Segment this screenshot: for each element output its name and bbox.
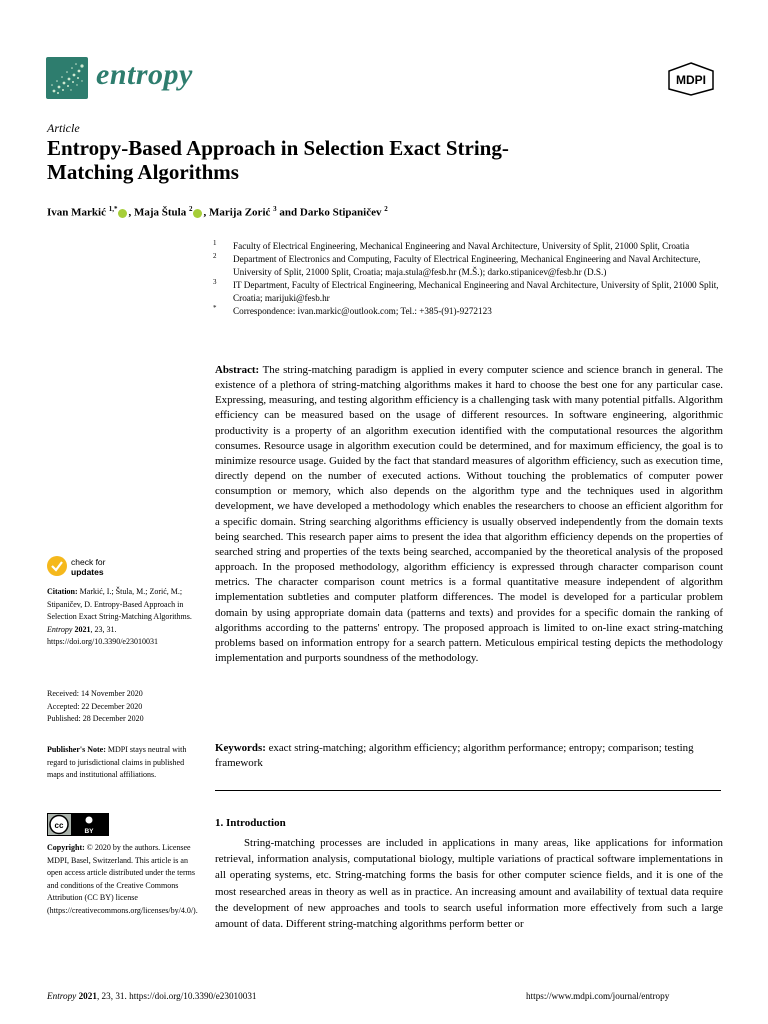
journal-name: entropy bbox=[96, 58, 193, 91]
section-body: String-matching processes are included in applications in many areas, like applications for information retrieval, information analysis, computational biology, multiple variations of practical software implementations in all operating systems, etc. String-matching forms the basis for other computer science fields, and it is one of the most researched areas in theory as well as in practice. An increasing amount and availability of textual data require the development of new approaches and tools to search useful information more effectively from such a large amount of data. Different string-matching algorithms perform better or bbox=[215, 837, 723, 931]
publisher-name: MDPI bbox=[676, 73, 706, 87]
license-badge-text: BY bbox=[84, 828, 94, 835]
author-name: Maja Štula bbox=[133, 206, 187, 219]
publisher-note: Publisher's Note: MDPI stays neutral with regard to jurisdictional claims in published maps and institutional affiliations. bbox=[47, 745, 187, 780]
mdpi-logo-icon bbox=[666, 62, 716, 96]
author-sup: 2 bbox=[384, 205, 388, 213]
accepted-date: Accepted: 22 December 2020 bbox=[47, 701, 143, 711]
citation: Citation: Markić, I.; Štula, M.; Zorić, M.; Stipaničev, D. Entropy-Based Approach in Selection Exact String-Matching Algorithms. Entropy 2021, 23, 31. https://doi.org/10.3390/e23010031 bbox=[47, 587, 192, 647]
keywords bbox=[215, 741, 723, 771]
copyright: Copyright: © 2020 by the authors. Licensee MDPI, Basel, Switzerland. This article is an open access article distributed under the terms and conditions of the Creative Commons Attribution (CC BY) license (https://creativecommons.org/licenses/by/4.0/). bbox=[47, 843, 198, 915]
page-title: Entropy-Based Approach in Selection Exact String-Matching Algorithms bbox=[47, 136, 509, 184]
keywords-label: Keywords: bbox=[215, 742, 266, 754]
correspondence: * Correspondence: ivan.markic@outlook.com; Tel.: +385-(91)-9272123 bbox=[213, 304, 492, 316]
section-divider bbox=[215, 790, 721, 791]
dates bbox=[47, 688, 197, 726]
published-date: Published: 28 December 2020 bbox=[47, 714, 144, 724]
journal-logo-icon bbox=[46, 57, 88, 99]
author-name: Ivan Markić bbox=[47, 206, 106, 219]
check-updates-label-bold[interactable]: updates bbox=[71, 567, 104, 577]
abstract-text: The string-matching paradigm is applied in every computer science and science branch in general. The existence of a plethora of string-matching algorithms makes it hard to choose the best one for any particular case. Expressing, measuring, and testing algorithm efficiency is a challenging task with many potential pitfalls. Algorithm efficiency can be measured based on the usage of different resources. In software engineering, algorithmic productivity is a property of an algorithm execution identified with the computational resources the algorithm consumes. Resource usage in algorithm execution could be determined, and for maximum efficiency, the goal is to minimize resource usage. Guided by the fact that standard measures of algorithm efficiency, such as execution time, directly depend on the number of executed actions. Without touching the problematics of computer power consumption or memory, which also depends on the algorithm type and the techniques used in algorithm development, we have developed a methodology which enables the researchers to choose an efficient algorithm for a specific domain. String searching algorithms efficiency is usually observed independently from the domain texts being searched. This research paper aims to present the idea that algorithm efficiency depends on the properties of searched string and properties of the texts being searched, accompanied by the theoretical analysis of the proposed approach. In the proposed methodology, algorithm efficiency is expressed through character comparison count metrics. The character comparison count metrics is a formal quantitative measure independent of algorithm implementation subtleties and computer platform differences. The model is developed for a particular problem domain by using appropriate domain data (patterns and texts) and provides for a specific domain the ranking of algorithms according to the patterns' entropy. The proposed approach is limited to on-line exact string-matching problems based on information entropy for a search pattern. Meticulous empirical testing depicts the methodology implementation and purports soundness of the methodology. bbox=[215, 364, 723, 664]
affiliation: 2 Department of Electronics and Computing, Faculty of Electrical Engineering, Mechanical Engineering and Naval Architecture, University of Split, 21000 Split, Croatia; maja.stula@fesb.hr (M.Š.); darko.stipanicev@fesb.hr (D.S.) bbox=[213, 252, 701, 277]
abstract-label: Abstract: bbox=[215, 364, 260, 376]
orcid-icon[interactable] bbox=[193, 209, 202, 218]
check-updates-label[interactable]: check for bbox=[71, 557, 106, 567]
article-type: Article bbox=[47, 121, 80, 135]
cc-by-license-icon[interactable] bbox=[47, 813, 109, 836]
affiliation: 1 Faculty of Electrical Engineering, Mechanical Engineering and Naval Architecture, University of Split, 21000 Split, Croatia bbox=[213, 239, 690, 251]
section-heading: 1. Introduction bbox=[215, 817, 286, 829]
footer-citation: Entropy 2021, 23, 31. https://doi.org/10.3390/e23010031 bbox=[47, 991, 257, 1001]
author-list: Ivan Markić $^{1,*}$ , Maja Štula $^2$ , Marija Zorić $^3$ and Darko Stipaničev $^2$ bbox=[47, 205, 388, 219]
author-sup: 2 bbox=[188, 205, 193, 213]
received-date: Received: 14 November 2020 bbox=[47, 689, 143, 698]
svg-text:cc: cc bbox=[54, 821, 64, 830]
footer-url[interactable]: https://www.mdpi.com/journal/entropy bbox=[526, 991, 670, 1001]
author-name: Darko Stipaničev bbox=[299, 206, 382, 219]
abstract bbox=[215, 363, 723, 666]
keywords-text: exact string-matching; algorithm efficiency; algorithm performance; entropy; comparison; testing framework bbox=[215, 742, 694, 770]
author-sup: 1,* bbox=[108, 205, 118, 213]
affiliations bbox=[213, 240, 733, 318]
affiliation: 3 IT Department, Faculty of Electrical Engineering, Mechanical Engineering and Naval Architecture, University of Split, 21000 Split, Croatia; marijuki@fesb.hr bbox=[213, 278, 719, 303]
citation-label: Citation: bbox=[47, 587, 78, 596]
check-updates-icon[interactable] bbox=[47, 556, 67, 576]
author-name: Marija Zorić bbox=[208, 206, 271, 219]
author-sup: 3 bbox=[273, 205, 277, 213]
orcid-icon[interactable] bbox=[118, 209, 127, 218]
